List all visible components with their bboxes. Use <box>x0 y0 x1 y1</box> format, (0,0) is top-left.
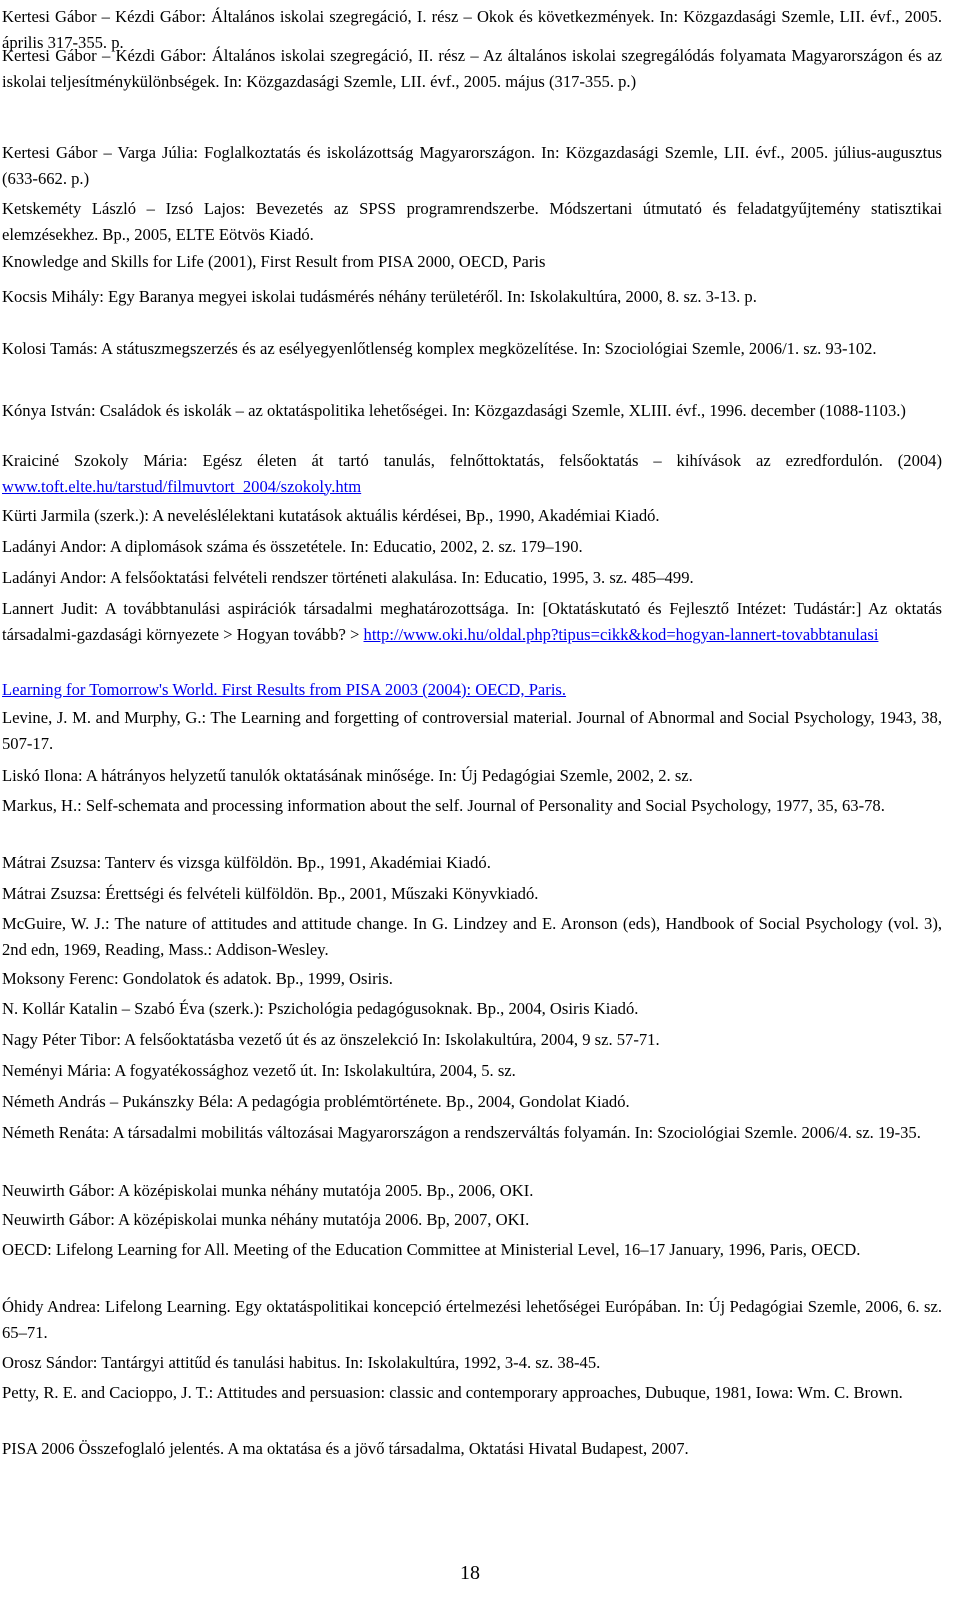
page-number: 18 <box>460 1562 480 1584</box>
reference-text: Neuwirth Gábor: A középiskolai munka néhány mutatója 2006. Bp, 2007, OKI. <box>2 1210 530 1229</box>
reference-text: Kraiciné Szokoly Mária: Egész életen át tartó tanulás, felnőttoktatás, felsőoktatás – kihívások az ezredfordulón. (2004) <box>2 451 942 470</box>
reference-text: Németh Renáta: A társadalmi mobilitás változásai Magyarországon a rendszerváltás folyamán. In: Szociológiai Szemle. 2006/4. sz. 19-35. <box>2 1123 921 1142</box>
reference-text: Markus, H.: Self-schemata and processing information about the self. Journal of Personality and Social Psychology, 1977, 35, 63-78. <box>2 796 885 815</box>
reference-text: Lannert Judit: A továbbtanulási aspirációk társadalmi meghatározottsága. In: [Oktatáskutató és Fejlesztő Intézet: Tudástár:] Az oktatás társadalmi-gazdasági környezete > Hogyan tovább? > <box>2 599 942 644</box>
reference-text: Knowledge and Skills for Life (2001), First Result from PISA 2000, OECD, Paris <box>2 252 546 271</box>
reference-entry <box>2 448 942 499</box>
reference-text: Ladányi Andor: A felsőoktatási felvételi rendszer történeti alakulása. In: Educatio, 1995, 3. sz. 485–499. <box>2 568 694 587</box>
reference-link[interactable]: www.toft.elte.hu/tarstud/filmuvtort_2004/szokoly.htm <box>2 476 362 496</box>
reference-text: Óhidy Andrea: Lifelong Learning. Egy oktatáspolitikai koncepció értelmezési lehetőségei Európában. In: Új Pedagógiai Szemle, 2006, 6. sz. 65–71. <box>2 1297 942 1342</box>
reference-text: Petty, R. E. and Cacioppo, J. T.: Attitudes and persuasion: classic and contemporary approaches, Dubuque, 1981, Iowa: Wm. C. Brown. <box>2 1383 903 1402</box>
reference-text: Kónya István: Családok és iskolák – az oktatáspolitika lehetőségei. In: Közgazdasági Szemle, XLIII. évf., 1996. december (1088-1103.) <box>2 401 906 420</box>
reference-entry <box>2 503 942 529</box>
reference-entry <box>2 196 942 247</box>
reference-entry <box>2 565 942 591</box>
reference-text: Kertesi Gábor – Kézdi Gábor: Általános iskolai szegregáció, II. rész – Az általános iskolai szegregálódás folyamata Magyarországon és az iskolai teljesítménykülönbségek. In: Közgazdasági Szemle, LII. évf., 2005. május (317-355. p.) <box>2 46 942 91</box>
reference-entry <box>2 336 942 362</box>
reference-entry <box>2 966 942 992</box>
reference-entry <box>2 596 942 647</box>
reference-entry <box>2 249 942 275</box>
reference-text: Liskó Ilona: A hátrányos helyzetű tanulók oktatásának minősége. In: Új Pedagógiai Szemle, 2002, 2. sz. <box>2 766 693 785</box>
reference-entry <box>2 1120 942 1146</box>
reference-text: Orosz Sándor: Tantárgyi attitűd és tanulási habitus. In: Iskolakultúra, 1992, 3-4. sz. 38-45. <box>2 1353 601 1372</box>
reference-text: OECD: Lifelong Learning for All. Meeting of the Education Committee at Ministerial Level, 16–17 January, 1996, Paris, OECD. <box>2 1240 861 1259</box>
reference-text: Neményi Mária: A fogyatékossághoz vezető út. In: Iskolakultúra, 2004, 5. sz. <box>2 1061 516 1080</box>
reference-entry <box>2 534 942 560</box>
reference-entry <box>2 793 942 819</box>
reference-text: McGuire, W. J.: The nature of attitudes and attitude change. In G. Lindzey and E. Aronson (eds), Handbook of Social Psychology (vol. 3), 2nd edn, 1969, Reading, Mass.: Addison-Wesley. <box>2 914 942 959</box>
reference-entry <box>2 911 942 962</box>
reference-text: Kolosi Tamás: A státuszmegszerzés és az esélyegyenlőtlenség komplex megközelítése. In: Szociológiai Szemle, 2006/1. sz. 93-102. <box>2 339 877 358</box>
reference-text: Németh András – Pukánszky Béla: A pedagógia problémtörténete. Bp., 2004, Gondolat Kiadó. <box>2 1092 630 1111</box>
reference-entry <box>2 881 942 907</box>
reference-entry <box>2 284 942 310</box>
reference-text: N. Kollár Katalin – Szabó Éva (szerk.): Pszichológia pedagógusoknak. Bp., 2004, Osiris Kiadó. <box>2 999 639 1018</box>
reference-entry <box>2 677 942 703</box>
reference-entry <box>2 1350 942 1376</box>
reference-entry <box>2 1207 942 1233</box>
reference-entry <box>2 1178 942 1204</box>
reference-text: Moksony Ferenc: Gondolatok és adatok. Bp., 1999, Osiris. <box>2 969 393 988</box>
reference-entry <box>2 996 942 1022</box>
reference-text: Ketskeméty László – Izsó Lajos: Bevezetés az SPSS programrendszerbe. Módszertani útmutató és feladatgyűjtemény statisztikai elemzésekhez. Bp., 2005, ELTE Eötvös Kiadó. <box>2 199 942 244</box>
reference-entry <box>2 43 942 94</box>
reference-entry <box>2 850 942 876</box>
reference-entry <box>2 705 942 756</box>
reference-entry <box>2 140 942 191</box>
reference-link[interactable]: Learning for Tomorrow's World. First Results from PISA 2003 (2004): OECD, Paris. <box>2 680 567 699</box>
reference-text: Kertesi Gábor – Kézdi Gábor: Általános iskolai szegregáció, I. rész – Okok és következmények. In: Közgazdasági Szemle, LII. évf., 2005. április 317-355. p. <box>2 7 942 52</box>
reference-entry <box>2 763 942 789</box>
reference-link[interactable]: http://www.oki.hu/oldal.php?tipus=cikk&kod=hogyan-lannert-tovabbtanulasi <box>363 624 879 644</box>
reference-text: Kürti Jarmila (szerk.): A neveléslélektani kutatások aktuális kérdései, Bp., 1990, Akadémiai Kiadó. <box>2 506 660 525</box>
reference-text: Ladányi Andor: A diplomások száma és összetétele. In: Educatio, 2002, 2. sz. 179–190. <box>2 537 583 556</box>
reference-text: Kertesi Gábor – Varga Júlia: Foglalkoztatás és iskolázottság Magyarországon. In: Közgazdasági Szemle, LII. évf., 2005. július-augusztus (633-662. p.) <box>2 143 942 188</box>
reference-text: Neuwirth Gábor: A középiskolai munka néhány mutatója 2005. Bp., 2006, OKI. <box>2 1181 534 1200</box>
reference-entry <box>2 398 942 424</box>
reference-text: Levine, J. M. and Murphy, G.: The Learning and forgetting of controversial material. Journal of Abnormal and Social Psychology, 1943, 38, 507-17. <box>2 708 942 753</box>
reference-text: Kocsis Mihály: Egy Baranya megyei iskolai tudásmérés néhány területéről. In: Iskolakultúra, 2000, 8. sz. 3-13. p. <box>2 287 757 306</box>
reference-entry <box>2 1294 942 1345</box>
reference-entry <box>2 1058 942 1084</box>
reference-entry <box>2 1436 942 1462</box>
reference-text: Mátrai Zsuzsa: Érettségi és felvételi külföldön. Bp., 2001, Műszaki Könyvkiadó. <box>2 884 539 903</box>
reference-entry <box>2 1380 942 1406</box>
reference-text: Mátrai Zsuzsa: Tanterv és vizsga külföldön. Bp., 1991, Akadémiai Kiadó. <box>2 853 491 872</box>
reference-entry <box>2 1027 942 1053</box>
reference-text: PISA 2006 Összefoglaló jelentés. A ma oktatása és a jövő társadalma, Oktatási Hivatal Budapest, 2007. <box>2 1439 689 1458</box>
reference-entry <box>2 1089 942 1115</box>
reference-text: Nagy Péter Tibor: A felsőoktatásba vezető út és az önszelekció In: Iskolakultúra, 2004, 9 sz. 57-71. <box>2 1030 660 1049</box>
reference-entry <box>2 1237 942 1263</box>
